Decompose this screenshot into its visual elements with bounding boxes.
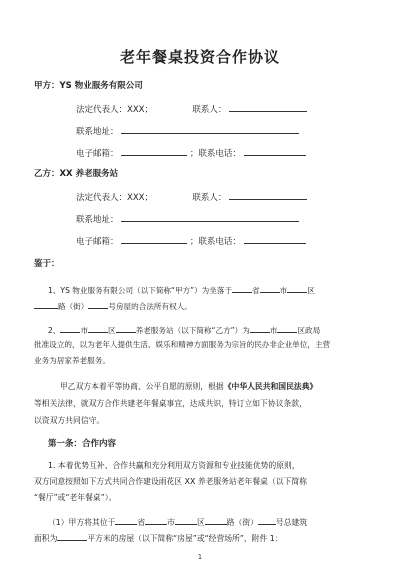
party-a-address-blank xyxy=(121,124,299,134)
p3-prefix: 面积为 xyxy=(34,534,58,543)
whereas-item-2-line2: 批准设立的，以为老年人提供生活、娱乐和精神方面服务为宗旨的民办非企业单位，主营 xyxy=(34,340,331,349)
item1-province-blank xyxy=(232,283,252,293)
party-a-email-label: 电子邮箱： xyxy=(76,149,119,159)
party-a-contact-blank xyxy=(229,102,307,112)
party-a-email-blank xyxy=(121,146,187,156)
article-1-heading: 第一条：合作内容 xyxy=(48,439,117,449)
p2-city-label: 市 xyxy=(167,518,175,527)
party-b-contact-blank xyxy=(229,190,307,200)
party-b-heading: 乙方：XX 养老服务站 xyxy=(34,169,119,179)
p2-number-blank xyxy=(258,515,276,525)
item2-city2-blank xyxy=(250,323,270,333)
party-b-address-blank xyxy=(121,212,299,222)
page-number: 1 xyxy=(197,553,203,561)
article-1-p1-line1: 1. 本着优势互补、合作共赢和充分利用双方资源和专业技能优势的原则， xyxy=(48,461,300,470)
item2-city-blank xyxy=(60,323,80,333)
party-a-address xyxy=(76,124,299,138)
p2-province-label: 省 xyxy=(137,518,146,527)
para3-line2: 等相关法律，就双方合作共建老年餐桌事宜，达成共识，特订立如下协议条款， xyxy=(34,399,307,408)
item1-city-blank xyxy=(260,283,280,293)
para3-line1-text: 甲乙双方本着平等协商、公平自愿的原则，根据 xyxy=(60,382,224,391)
party-a-email-phone xyxy=(76,146,306,160)
item2-city2-label: 市 xyxy=(269,326,278,335)
article-1-p2-line1 xyxy=(48,515,307,529)
p2-road-blank xyxy=(205,515,227,525)
article-1-p1-line3: “餐厅”或“老年餐桌”）。 xyxy=(34,493,117,502)
party-b-email-label: 电子邮箱： xyxy=(76,237,119,247)
item2-rest: 区政局 xyxy=(297,326,321,335)
para3-line3: 以资双方共同信守。 xyxy=(34,416,105,425)
party-b-email-blank xyxy=(121,234,187,244)
p2-province-blank xyxy=(115,515,137,525)
party-b-contact-label: 联系人： xyxy=(192,193,227,203)
party-b-phone-label: ；联系电话： xyxy=(189,237,241,247)
item2-mid: 养老服务站（以下简称“乙方”）为 xyxy=(135,326,250,335)
p2-city-blank xyxy=(145,515,167,525)
party-b-rep-label: 法定代表人：XXX； xyxy=(76,193,153,203)
party-b-address-label: 联系地址： xyxy=(76,215,119,225)
p2-district-blank xyxy=(175,515,197,525)
item1-road-blank xyxy=(34,299,58,309)
item1-district-blank xyxy=(287,283,307,293)
party-a-representative xyxy=(76,102,307,116)
article-1-p1-line2: 双方同意按照如下方式共同合作建设雨花区 XX 养老服务站老年餐桌（以下简称 xyxy=(34,477,307,486)
whereas-heading: 鉴于： xyxy=(34,259,60,269)
item2-district-label: 区 xyxy=(108,326,116,335)
p2-prefix: （1）甲方将其位于 xyxy=(48,518,116,527)
p3-text: 平方米的房屋（以下简称“房屋”或“经营场所”，附件 1： xyxy=(87,534,283,543)
whereas-item-2-line3: 业务为居家养老服务。 xyxy=(34,356,110,365)
whereas-item-1-cont xyxy=(34,299,192,313)
item1-number-blank xyxy=(88,299,108,309)
item1-road-label: 路（街） xyxy=(58,302,89,311)
party-a-phone-label: ；联系电话： xyxy=(189,149,241,159)
document-title: 老年餐桌投资合作协议 xyxy=(119,48,280,66)
item2-name-blank xyxy=(116,323,136,333)
party-a-contact-label: 联系人： xyxy=(192,105,227,115)
party-b-email-phone xyxy=(76,234,306,248)
p2-tail: 号总建筑 xyxy=(275,518,308,527)
party-a-heading: 甲方：YS 物业服务有限公司 xyxy=(34,81,143,91)
p2-road-label: 路（街） xyxy=(226,518,258,527)
item2-city-label: 市 xyxy=(80,326,89,335)
item2-district2-blank xyxy=(277,323,297,333)
item1-prefix: 1、YS 物业服务有限公司（以下简称“甲方”）为坐落于 xyxy=(48,286,233,295)
party-b-address xyxy=(76,212,299,226)
article-1-p2-line2 xyxy=(34,531,283,545)
item1-suffix: 号房屋的合法所有权人。 xyxy=(108,302,192,311)
party-b-representative xyxy=(76,190,307,204)
item1-district-label: 区 xyxy=(307,286,315,295)
whereas-item-1 xyxy=(48,283,315,297)
item2-prefix: 2、 xyxy=(48,326,61,335)
party-a-rep-label: 法定代表人：XXX； xyxy=(76,105,153,115)
party-a-phone-blank xyxy=(244,146,306,156)
para3-line1 xyxy=(60,381,317,393)
item1-city-label: 市 xyxy=(279,286,288,295)
whereas-item-2 xyxy=(48,323,320,337)
item2-district-blank xyxy=(88,323,108,333)
para3-law-name: 《中华人民共和国民法典》 xyxy=(223,382,318,391)
party-a-address-label: 联系地址： xyxy=(76,127,119,137)
item1-province-label: 省 xyxy=(252,286,260,295)
party-b-phone-blank xyxy=(244,234,306,244)
p2-district-label: 区 xyxy=(196,518,205,527)
p3-area-blank xyxy=(57,531,87,541)
